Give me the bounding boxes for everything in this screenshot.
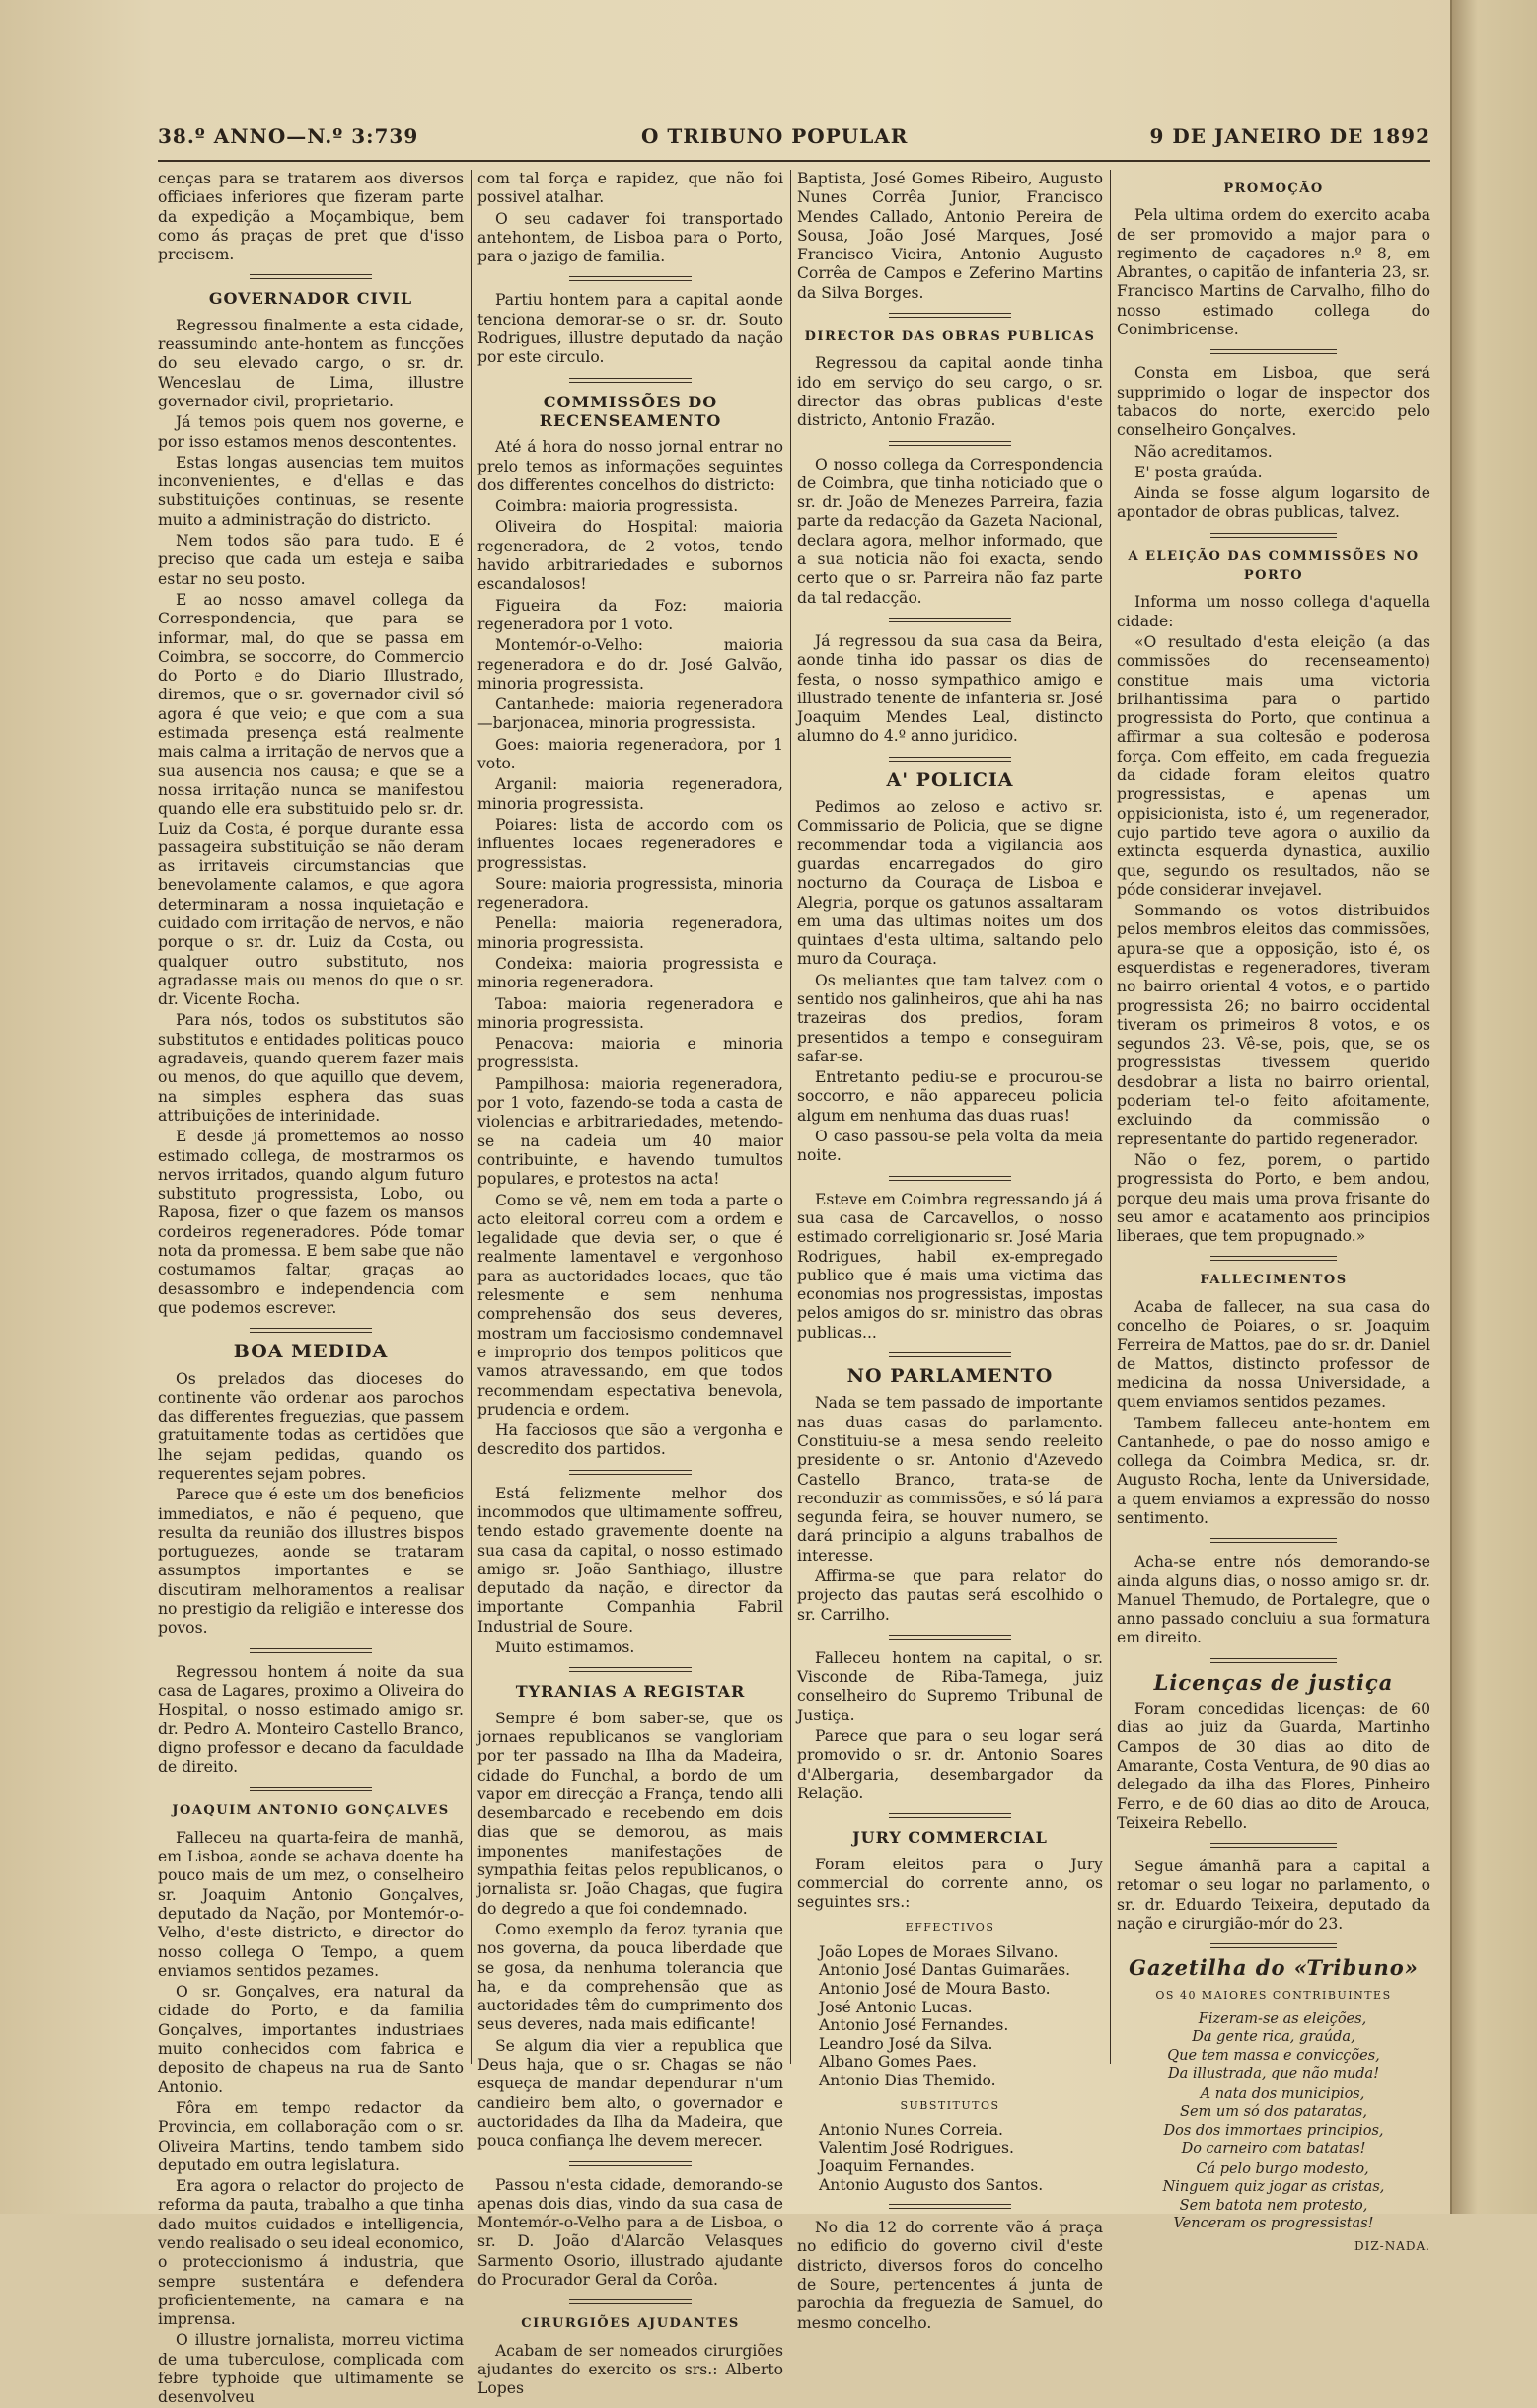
next-page-edge <box>1450 0 1537 2214</box>
paragraph: Acha-se entre nós demorando-se ainda alguns dias, o nosso amigo sr. dr. Manuel Themudo, de Portalegre, que o anno passado concluiu a sua formatura em direito. <box>1117 1553 1430 1647</box>
paragraph: Estas longas ausencias tem muitos inconvenientes, e d'ellas e das substituições continuas, se resente muito a administração do districto. <box>158 453 464 529</box>
headline: BOA MEDIDA <box>233 1341 389 1363</box>
paragraph: «O resultado d'esta eleição (a das commissões do recenseamento) constitue mais uma victoria brilhantissima para o partido progressista do Porto, que continua a affirmar a sua coltesão e poderosa força. Com effeito, em cada freguezia da cidade foram eleitos quatro progressistas, e apenas um oppisicionista, isto é, um regenerador, cujo partido teve agora o auxilio da extincta esquerda dynastica, auxilio que, segundo os resultados, não se póde considerar invejavel. <box>1117 632 1430 899</box>
list-item: Albano Gomes Paes. <box>819 2053 978 2072</box>
separator <box>889 1635 1011 1640</box>
headline: A' POLICIA <box>886 768 1014 791</box>
paragraph: Acaba de fallecer, na sua casa do concelho de Poiares, o sr. Joaquim Ferreira de Mattos, pae do sr. dr. Daniel de Mattos, distincto professor de medicina da nossa Universidade, a quem enviamos sentidos pezames. <box>1117 1297 1430 1412</box>
paragraph: Ainda se fosse algum logarsito de apontador de obras publicas, talvez. <box>1117 484 1430 522</box>
paragraph: cenças para se tratarem aos diversos officiaes inferiores que fizeram parte da expedição a Moçambique, bem como ás praças de pret que d'isso precisem. <box>158 170 464 264</box>
effectivos-list <box>797 1943 1103 2090</box>
paragraph: Entretanto pediu-se e procurou-se soccorro, e não appareceu policia algum em nenhuma das duas ruas! <box>797 1068 1103 1125</box>
paragraph: Pedimos ao zeloso e activo sr. Commissario de Policia, que se digne recommendar toda a vigilancia aos guardas encarregados do giro nocturno da Couraça de Lisboa e Alegria, porque os gatunos assaltaram em uma das ultimas noites um dos quintaes d'esta ultima, saltando pelo muro da Couraça. <box>797 798 1103 969</box>
column-4 <box>1117 170 1430 2253</box>
separator <box>250 274 372 279</box>
paragraph: Coimbra: maioria progressista. <box>495 497 739 516</box>
paragraph: Pela ultima ordem do exercito acaba de ser promovido a major para o regimento de caçadores n.º 8, em Abrantes, o capitão de infanteria 23, sr. Francisco Martins de Carvalho, filho do nosso estimado collega do Conimbricense. <box>1117 206 1430 339</box>
column-3 <box>797 170 1103 2332</box>
paragraph: Foram eleitos para o Jury commercial do corrente anno, os seguintes srs.: <box>797 1855 1103 1912</box>
paragraph: Esteve em Coimbra regressando já á sua casa de Carcavellos, o nosso estimado correligionario sr. José Maria Rodrigues, habil ex-empregado publico que é mais uma victima das economias nos progressistas, impostas pelos amigos do sr. ministro das obras publicas... <box>797 1190 1103 1342</box>
paragraph: Goes: maioria regeneradora, por 1 voto. <box>477 735 783 773</box>
list-item: Antonio José Fernandes. <box>819 2016 1009 2035</box>
headline: JOAQUIM ANTONIO GONÇALVES <box>172 1803 450 1819</box>
paragraph: Regressou hontem á noite da sua casa de Lagares, proximo a Oliveira do Hospital, o nosso estimado amigo sr. dr. Pedro A. Monteiro Castello Branco, digno professor e decano da faculdade de direito. <box>158 1662 464 1777</box>
paragraph: Montemór-o-Velho: maioria regeneradora e do dr. José Galvão, minoria progressista. <box>477 636 783 693</box>
paragraph: Regressou finalmente a esta cidade, reassumindo ante-hontem as funcções do seu elevado cargo, o sr. dr. Wenceslau de Lima, illustre governador civil, proprietario. <box>158 316 464 410</box>
paragraph: Soure: maioria progressista, minoria regeneradora. <box>477 874 783 912</box>
column-2 <box>477 170 783 2398</box>
column-divider <box>471 170 472 2064</box>
paragraph: Parece que é este um dos beneficios immediatos, e não é pequeno, que resulta da reunião dos illustres bispos portuguezes, aonde se trataram assumptos importantes e se discutiram melhoramentos a realisar no prestigio da religião e interesse dos povos. <box>158 1486 464 1638</box>
separator <box>569 276 692 281</box>
list-item: Antonio José de Moura Basto. <box>819 1979 1051 1998</box>
paragraph: Baptista, José Gomes Ribeiro, Augusto Nunes Corrêa Junior, Francisco Mendes Callado, Antonio Pereira de Sousa, João José Marques, José Francisco Vieira, Antonio Augusto Corrêa de Campos e Zeferino Martins da Silva Borges. <box>797 170 1103 302</box>
separator <box>1210 1658 1336 1663</box>
substitutos-list <box>797 2121 1103 2194</box>
paragraph: Sommando os votos distribuidos pelos membros eleitos das commissões, apura-se que a opposição, isto é, os esquerdistas e regeneradores, tiveram no bairro oriental 4 votos, e o partido progressista 26; no bairro occidental tiveram os primeiros 8 votos, e os segundos 23. Vê-se, pois, que, se os progressistas tivessem querido desdobrar a lista no bairro oriental, poderiam tel-o feito afoitamente, excluindo da commissão o representante do partido regenerador. <box>1117 902 1430 1148</box>
headline: CIRURGIÕES AJUDANTES <box>521 2316 740 2332</box>
separator <box>569 378 692 383</box>
paragraph: Como se vê, nem em toda a parte o acto eleitoral correu com a ordem e legalidade que devia ser, o que é realmente lamentavel e vergonhoso para as auctoridades locaes, que tão relesmente e sem nenhuma comprehensão dos seus deveres, mostram um facciosismo condemnavel e improprio dos tempos politicos que vamos atravessando, em que todos recommendam espectativa benevola, prudencia e ordem. <box>477 1191 783 1419</box>
paragraph: Pampilhosa: maioria regeneradora, por 1 voto, fazendo-se toda a casta de violencias e arbitrariedades, metendo-se na cadeia um 40 maior contribuinte, e havendo tumultos populares, e protestos na acta! <box>477 1074 783 1189</box>
paragraph: Muito estimamos. <box>495 1639 635 1657</box>
paragraph: O sr. Gonçalves, era natural da cidade do Porto, e da familia Gonçalves, importantes industriaes muito conhecidos com fabrica e deposito de chapeus na rua de Santo Antonio. <box>158 1983 464 2096</box>
paragraph: Poiares: lista de accordo com os influentes locaes regeneradores e progressistas. <box>477 815 783 872</box>
separator <box>569 1667 692 1672</box>
paragraph: Fôra em tempo redactor da Provincia, em collaboração com o sr. Oliveira Martins, tendo tambem sido deputado em outra legislatura. <box>158 2098 464 2174</box>
separator <box>889 618 1011 622</box>
list-item: Valentim José Rodrigues. <box>819 2139 1014 2157</box>
list-item: Antonio Dias Themido. <box>819 2071 996 2089</box>
paragraph: Foram concedidas licenças: de 60 dias ao juiz da Guarda, Martinho Campos de 30 dias ao dito de Amarante, Costa Ventura, de 90 dias ao delegado da ilha das Flores, Pinheiro Ferro, e de 60 dias ao dito de Arouca, Teixeira Rebello. <box>1117 1700 1430 1832</box>
column-divider <box>1110 170 1111 2064</box>
paragraph: Passou n'esta cidade, demorando-se apenas dois dias, vindo da sua casa de Montemór-o-Velho para a de Lisboa, o sr. D. João d'Alarcão Velasques Sarmento Osorio, illustrado ajudante do Procurador Geral da Corôa. <box>477 2175 783 2289</box>
paragraph: Já regressou da sua casa da Beira, aonde tinha ido passar os dias de festa, o nosso sympathico amigo e illustrado tenente de infanteria sr. José Joaquim Mendes Leal, distincto alumno do 4.º anno juridico. <box>797 631 1103 746</box>
paragraph: com tal força e rapidez, que não foi possivel atalhar. <box>477 170 783 207</box>
separator <box>250 1648 372 1653</box>
paragraph: Como exemplo da feroz tyrania que nos governa, da pouca liberdade que se gosa, da nenhuma tolerancia que ha, e da comprehensão que as auctoridades têm do cumprimento dos seus deveres, nada mais edificante! <box>477 1920 783 2034</box>
list-item: Antonio José Dantas Guimarães. <box>819 1961 1071 1980</box>
separator <box>1210 1843 1336 1848</box>
separator <box>569 1470 692 1475</box>
subheading: EFFECTIVOS <box>905 1921 995 1934</box>
list-item: José Antonio Lucas. <box>819 1998 973 2016</box>
separator <box>889 1352 1011 1357</box>
paragraph: Consta em Lisboa, que será supprimido o logar de inspector dos tabacos do norte, exercido pelo conselheiro Gonçalves. <box>1117 364 1430 440</box>
list-item: João Lopes de Moraes Silvano. <box>819 1942 1059 1961</box>
paragraph: Falleceu hontem na capital, o sr. Visconde de Riba-Tamega, juiz conselheiro do Supremo Tribunal de Justiça. <box>797 1648 1103 1724</box>
paragraph: Penella: maioria regeneradora, minoria progressista. <box>477 914 783 952</box>
headline: Licenças de justiça <box>1153 1669 1394 1695</box>
paragraph: Sempre é bom saber-se, que os jornaes republicanos se vangloriam por ter passado na Ilha da Madeira, cidade do Funchal, a bordo de um vapor em direcção a França, tendo alli desembarcado e recebendo em dois dias que se demorou, as mais imponentes manifestações de sympathia feitas pelos republicanos, o jornalista sr. João Chagas, que fugira do degredo a que foi condemnado. <box>477 1709 783 1918</box>
paragraph: Era agora o relactor do projecto de reforma da pauta, trabalho a que tinha dado muitos cuidados e intelligencia, vendo realisado o seu ideal economico, o proteccionismo á industria, que sempre sustentára e defendera proficientemente, na camara e na imprensa. <box>158 2177 464 2329</box>
separator <box>1210 1256 1336 1261</box>
column-1 <box>158 170 464 2407</box>
paragraph: Se algum dia vier a republica que Deus haja, que o sr. Chagas se não esqueça de mandar dependurar n'um candieiro bem alto, o governador e auctoridades da Ilha da Madeira, que pouca confiança lhe devem merecer. <box>477 2036 783 2151</box>
paragraph: Os meliantes que tam talvez com o sentido nos galinheiros, que ahi ha nas trazeiras dos predios, foram presentidos a tempo e conseguiram safar-se. <box>797 971 1103 1065</box>
separator <box>889 441 1011 446</box>
headline: COMMISSÕES DO RECENSEAMENTO <box>539 392 722 430</box>
masthead <box>158 124 1430 152</box>
paragraph: Cantanhede: maioria regeneradora—barjonacea, minoria progressista. <box>477 695 783 733</box>
newspaper-title: O TRIBUNO POPULAR <box>641 124 909 148</box>
list-item: Joaquim Fernandes. <box>819 2156 975 2175</box>
column-divider <box>790 170 791 2064</box>
paragraph: Condeixa: maioria progressista e minoria regeneradora. <box>477 954 783 992</box>
paragraph: E' posta graúda. <box>1134 463 1263 481</box>
separator <box>569 2161 692 2166</box>
issue-number: 38.º ANNO—N.º 3:739 <box>158 124 419 148</box>
paragraph: Arganil: maioria regeneradora, minoria progressista. <box>477 775 783 813</box>
verse-stanza: Fizeram-se as eleições, Da gente rica, graúda, Que tem massa e convicções, Da illustrada, que não muda! <box>1167 2010 1380 2082</box>
paragraph: Nada se tem passado de importante nas duas casas do parlamento. Constituiu-se a mesa sendo reeleito presidente o sr. Antonio d'Azevedo Castello Branco, trata-se de reconduzir as commissões, e só lá para segunda feira, se houver numero, se dará principio a alguns trabalhos de interesse. <box>797 1394 1103 1565</box>
paragraph: Partiu hontem para a capital aonde tenciona demorar-se o sr. dr. Souto Rodrigues, illustre deputado da nação por este circulo. <box>477 291 783 367</box>
paragraph: Acabam de ser nomeados cirurgiões ajudantes do exercito os srs.: Alberto Lopes <box>477 2341 783 2398</box>
separator <box>250 1328 372 1333</box>
headline: NO PARLAMENTO <box>846 1365 1054 1388</box>
list-item: Antonio Augusto dos Santos. <box>819 2175 1044 2194</box>
verse-stanza: Cá pelo burgo modesto, Ninguem quiz jogar as cristas, Sem batota nem protesto, Venceram os progressistas! <box>1162 2160 1385 2232</box>
separator <box>889 1813 1011 1818</box>
paragraph: Falleceu na quarta-feira de manhã, em Lisboa, aonde se achava doente ha pouco mais de um mez, o conselheiro sr. Joaquim Antonio Gonçalves, deputado da Nação, por Montemór-o-Velho, d'este districto, e director do nosso collega O Tempo, a quem enviamos sentidos pezames. <box>158 1828 464 1980</box>
paragraph: Não o fez, porem, o partido progressista do Porto, e bem andou, porque deu mais uma prova frisante do seu amor e acatamento aos principios liberaes, que tem propugnado.» <box>1117 1150 1430 1246</box>
paragraph: Não acreditamos. <box>1134 442 1273 461</box>
separator <box>569 2299 692 2304</box>
paragraph: O caso passou-se pela volta da meia noite. <box>797 1128 1103 1165</box>
paragraph: Nem todos são para tudo. E é preciso que cada um esteja e saiba estar no seu posto. <box>158 532 464 588</box>
paragraph: O illustre jornalista, morreu victima de uma tuberculose, complicada com febre typhoide que ultimamente se desenvolveu <box>158 2331 464 2407</box>
header-rule <box>158 160 1430 162</box>
signature: DIZ-NADA. <box>1354 2238 1430 2253</box>
headline: JURY COMMERCIAL <box>852 1828 1048 1848</box>
paragraph: Taboa: maioria regeneradora e minoria progressista. <box>477 994 783 1032</box>
paragraph: Está felizmente melhor dos incommodos que ultimamente soffreu, tendo estado gravemente doente na sua casa da capital, o nosso estimado amigo sr. João Santhiago, illustre deputado da nação, e director da importante Companhia Fabril Industrial de Soure. <box>477 1484 783 1636</box>
subheading: SUBSTITUTOS <box>900 2098 1000 2112</box>
issue-date: 9 DE JANEIRO DE 1892 <box>1149 124 1430 148</box>
paragraph: No dia 12 do corrente vão á praça no edificio do governo civil d'este districto, diversos foros do concelho de Soure, pertencentes á junta de parochia da freguezia de Samuel, do mesmo concelho. <box>797 2219 1103 2332</box>
paragraph: Já temos pois quem nos governe, e por isso estamos menos descontentes. <box>158 413 464 451</box>
verse-stanza: A nata dos municipios, Sem um só dos pataratas, Dos dos immortaes principios, Do carneiro com batatas! <box>1163 2085 1384 2157</box>
paragraph: Informa um nosso collega d'aquella cidade: <box>1117 593 1430 630</box>
separator <box>1210 533 1336 538</box>
separator <box>1210 349 1336 354</box>
paragraph: Oliveira do Hospital: maioria regeneradora, de 2 votos, tendo havido arbitrariedades e subornos escandalosos! <box>477 518 783 594</box>
separator <box>250 1787 372 1791</box>
paragraph: Penacova: maioria e minoria progressista. <box>477 1035 783 1072</box>
paragraph: Figueira da Foz: maioria regeneradora por 1 voto. <box>477 596 783 633</box>
headline: GOVERNADOR CIVIL <box>208 289 413 309</box>
paragraph: E desde já promettemos ao nosso estimado collega, de mostrarmos os nervos irritados, quando algum futuro substituto progressista, Lobo, ou Raposa, fizer o que fazem os mansos cordeiros regeneradores. Póde tomar nota da promessa. E bem sabe que não costumamos faltar, graças ao desassombro e independencia com que podemos escrever. <box>158 1128 464 1317</box>
list-item: Leandro José da Silva. <box>819 2034 993 2053</box>
separator <box>889 757 1011 762</box>
paragraph: O seu cadaver foi transportado antehontem, de Lisboa para o Porto, para o jazigo de familia. <box>477 209 783 266</box>
separator <box>889 313 1011 318</box>
paragraph: O nosso collega da Correspondencia de Coimbra, que tinha noticiado que o sr. dr. João de Menezes Parreira, fazia parte da redacção da Gazeta Nacional, declara agora, melhor informado, que a sua noticia não foi exacta, sendo certo que o sr. Parreira não faz parte da tal redacção. <box>797 455 1103 607</box>
separator <box>889 2204 1011 2209</box>
separator <box>1210 1538 1336 1543</box>
paragraph: Tambem falleceu ante-hontem em Cantanhede, o pae do nosso amigo e collega da Coimbra Medica, sr. dr. Augusto Rocha, lente da Universidade, a quem enviamos a expressão do nosso sentimento. <box>1117 1414 1430 1527</box>
separator <box>1210 1943 1336 1948</box>
paragraph: Até á hora do nosso jornal entrar no prelo temos as informações seguintes dos differentes concelhos do districto: <box>477 438 783 494</box>
headline: FALLECIMENTOS <box>1200 1273 1348 1288</box>
paragraph: Os prelados das dioceses do continente vão ordenar aos parochos das differentes freguezias, que passem gratuitamente todas as certidões que lhe sejam pedidas, quando os requerentes sejam pobres. <box>158 1369 464 1483</box>
paragraph: Parece que para o seu logar será promovido o sr. dr. Antonio Soares d'Albergaria, desembargador da Relação. <box>797 1727 1103 1802</box>
headline: PROMOÇÃO <box>1223 182 1324 196</box>
list-item: Antonio Nunes Correia. <box>819 2120 1003 2139</box>
paragraph: E ao nosso amavel collega da Correspondencia, que para se informar, mal, do que se passa em Coimbra, se soccorre, do Commercio do Porto e do Diario Illustrado, diremos, que o sr. governador civil só agora é que veio; e que com a sua estimada presença está realmente mais calma a irritação de nervos que a sua ausencia nos causa; e que se a nossa irritação nunca se manifestou quando elle era substituido pelo sr. dr. Luiz da Costa, é porque durante essa passageira substituição se não deram as irritaveis circumstancias que benevolamente calamos, e que agora determinaram a nossa inquietação e cuidado com irritação de nervos, e não porque o sr. dr. Luiz da Costa, ou qualquer outro substituto, nos agradasse mais ou menos do que o sr. dr. Vicente Rocha. <box>158 590 464 1009</box>
headline: DIRECTOR DAS OBRAS PUBLICAS <box>804 329 1096 345</box>
subheading: OS 40 MAIORES CONTRIBUINTES <box>1155 1988 1392 2002</box>
separator <box>889 1176 1011 1181</box>
headline: Gazetilha do «Tribuno» <box>1129 1955 1419 1981</box>
headline: TYRANIAS A REGISTAR <box>515 1682 746 1702</box>
paragraph: Affirma-se que para relator do projecto das pautas será escolhido o sr. Carrilho. <box>797 1568 1103 1624</box>
headline: A ELEIÇÃO DAS COMMISSÕES NO PORTO <box>1128 548 1420 584</box>
paragraph: Regressou da capital aonde tinha ido em serviço do seu cargo, o sr. director das obras publicas d'este districto, Antonio Frazão. <box>797 354 1103 430</box>
paragraph: Para nós, todos os substitutos são substitutos e entidades politicas pouco agradaveis, quando querem fazer mais ou menos, do que aquillo que devem, na simples esphera das suas attribuições de interinidade. <box>158 1011 464 1125</box>
paragraph: Ha facciosos que são a vergonha e descredito dos partidos. <box>477 1422 783 1459</box>
paragraph: Segue ámanhã para a capital a retomar o seu logar no parlamento, o sr. dr. Eduardo Teixeira, deputado da nação e cirurgião-mór do 23. <box>1117 1858 1430 1934</box>
